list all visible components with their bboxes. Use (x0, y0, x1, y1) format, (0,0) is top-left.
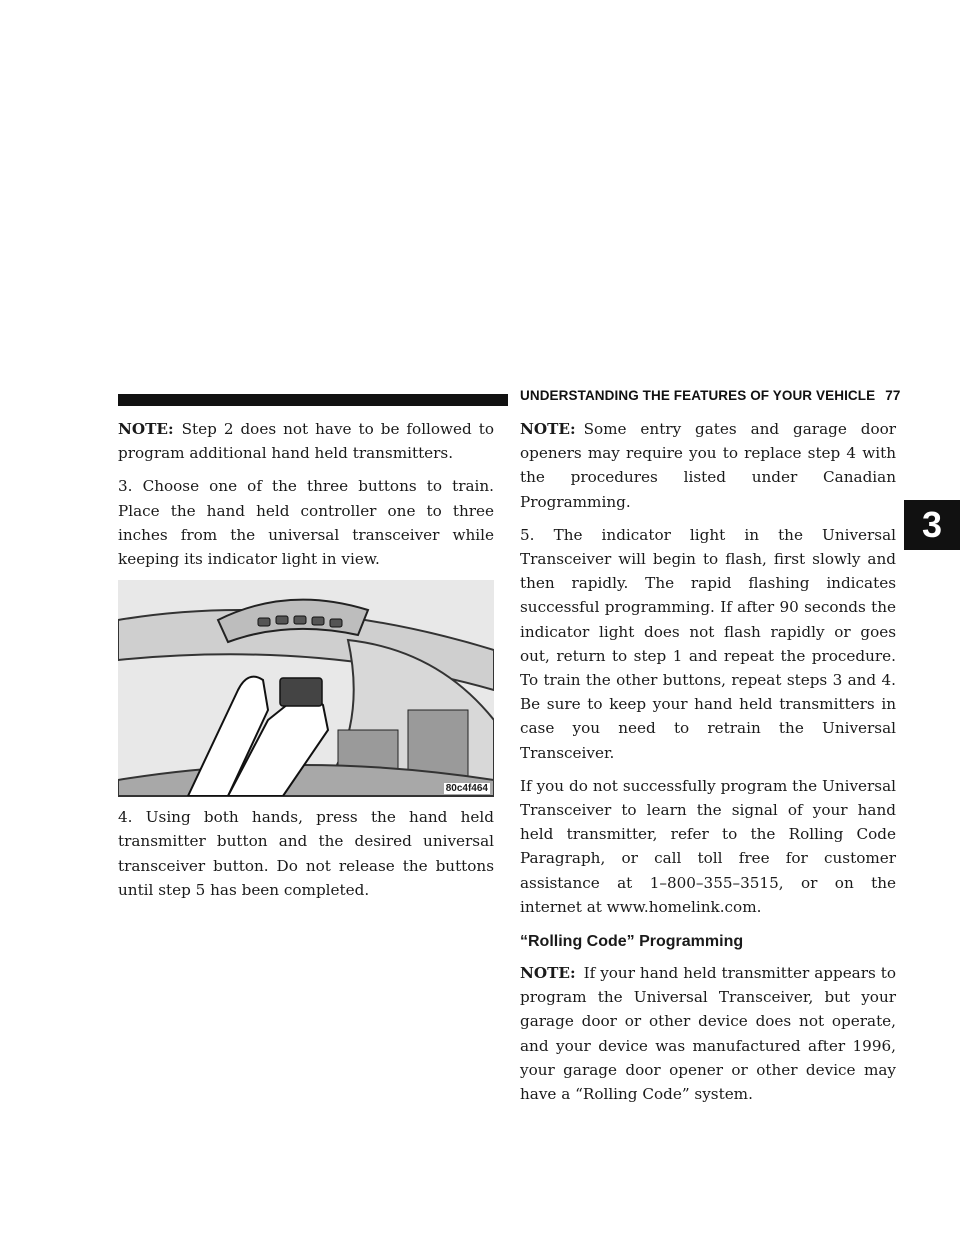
header-title: UNDERSTANDING THE FEATURES OF YOUR VEHICLE (520, 388, 876, 403)
note-label: NOTE: (520, 964, 576, 983)
note-paragraph-3 (520, 961, 896, 1106)
left-column (118, 417, 494, 911)
note-paragraph-2 (520, 417, 896, 514)
step-4-paragraph: 4. Using both hands, press the hand held transmitter button and the desired universal transceiver button. Do not release the buttons until step 5 has been completed. (118, 808, 494, 899)
transceiver-illustration (118, 580, 494, 797)
page-number: 77 (885, 388, 901, 403)
chapter-tab: 3 (904, 500, 960, 550)
note-label: NOTE: (118, 420, 174, 438)
note-text: Some entry gates and garage door openers may require you to replace step 4 with the procedures listed under Canadian Programming. (520, 420, 896, 511)
note-label: NOTE: (520, 420, 576, 438)
help-paragraph: If you do not successfully program the Universal Transceiver to learn the signal of your hand held transmitter, refer to the Rolling Code Paragraph, or call toll free for customer assistance at 1–800–355–3515, or on the internet at www.homelink.com. (520, 776, 896, 916)
illustration-drawing (118, 580, 494, 796)
figure-code: 80c4f464 (445, 783, 488, 795)
note-text: Step 2 does not have to be followed to program additional hand held transmitters. (118, 420, 494, 463)
note-text: If your hand held transmitter appears to program the Universal Transceiver, but your garage door or other device does not operate, and your device was manufactured after 1996, your garage door opener or other device may have a “Rolling Code” system. (520, 964, 896, 1104)
step-3-paragraph: 3. Choose one of the three buttons to train. Place the hand held controller one to three inches from the universal transceiver while keeping its indicator light in view. (118, 477, 494, 569)
right-column (520, 417, 896, 1115)
note-paragraph-1 (118, 417, 494, 465)
page-header (520, 388, 900, 403)
step-5-paragraph: 5. The indicator light in the Universal Transceiver will begin to flash, first slowly and then rapidly. The rapid flashing indicates successful programming. If after 90 seconds the indicator light does not flash rapidly or goes out, return to step 1 and repeat the procedure. To train the other buttons, repeat steps 3 and 4. Be sure to keep your hand held transmitters in case you need to retrain the Universal Transceiver. (520, 525, 896, 762)
section-heading: “Rolling Code” Programming (520, 933, 744, 951)
header-rule (118, 394, 508, 406)
